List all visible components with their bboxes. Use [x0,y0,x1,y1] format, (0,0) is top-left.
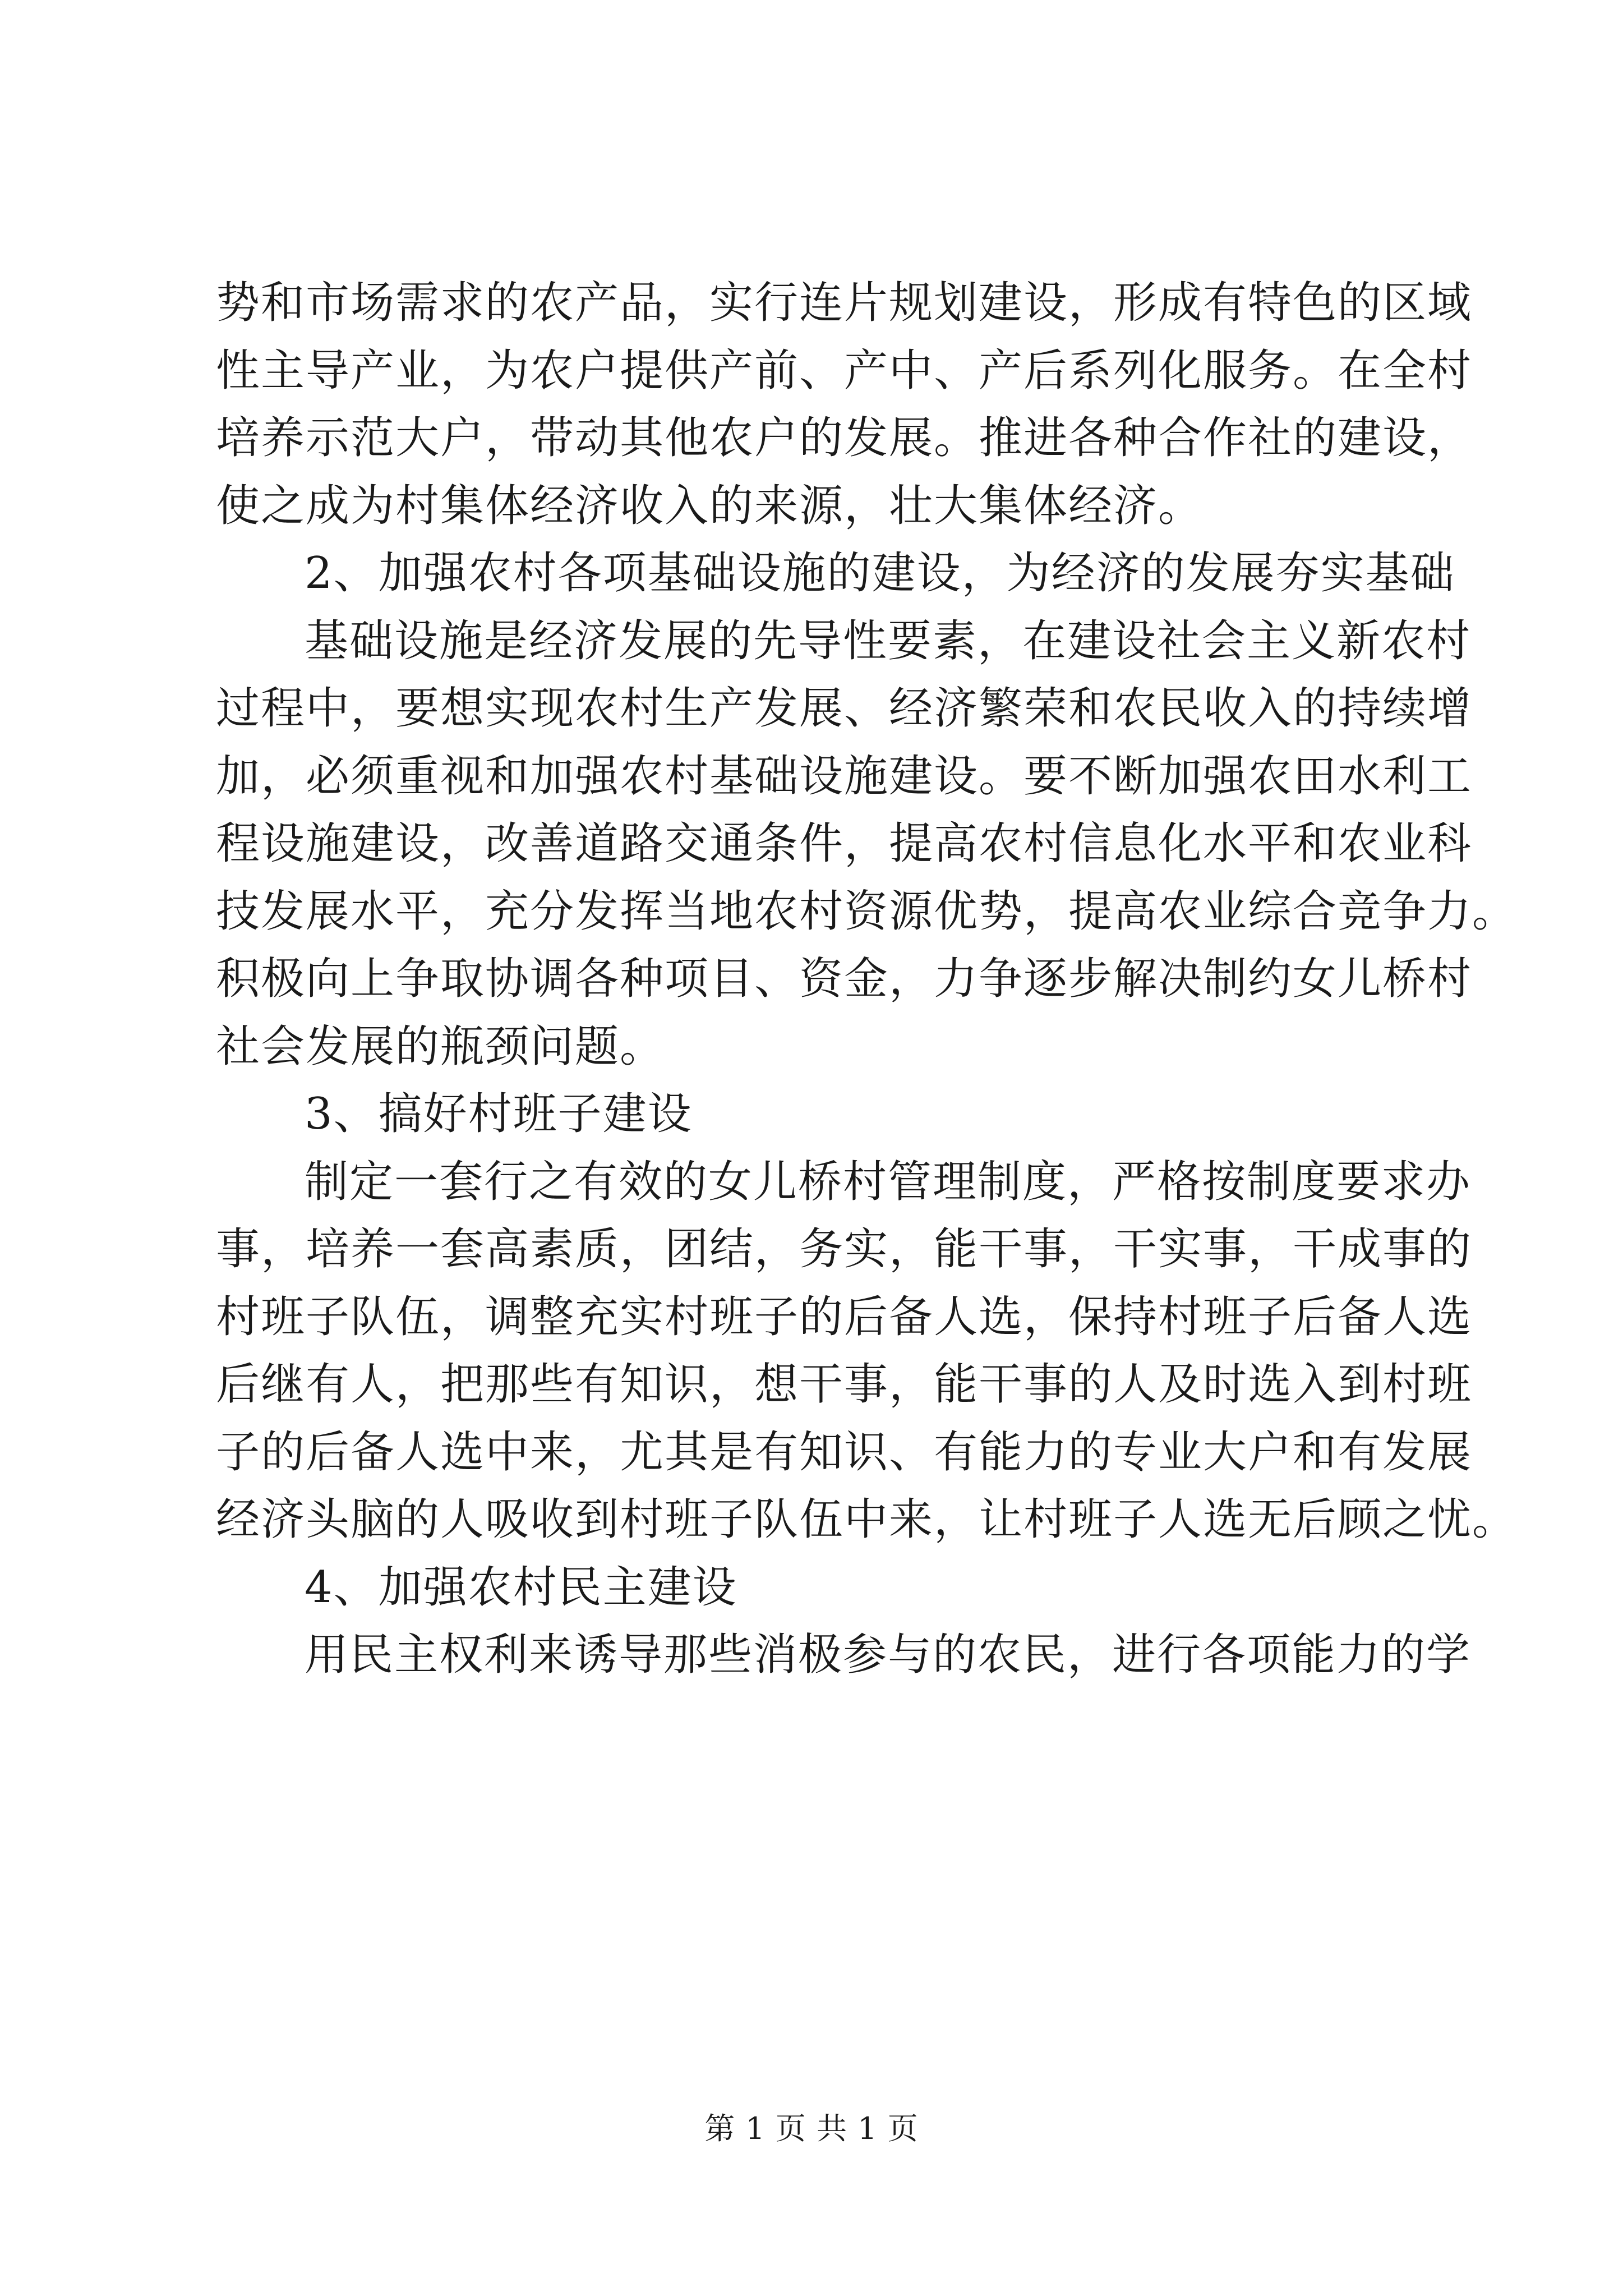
page-number-footer: 第 1 页 共 1 页 [704,2111,919,2146]
text-line: 村班子队伍，调整充实村班子的后备人选，保持村班子后备人选 [216,1291,1473,1342]
text-line: 用民主权利来诱导那些消极参与的农民，进行各项能力的学 [305,1630,1472,1680]
text-line: 性主导产业，为农户提供产前、产中、产后系列化服务。在全村 [216,345,1473,396]
text-line: 基础设施是经济发展的先导性要素，在建设社会主义新农村 [305,615,1472,666]
text-line: 后继有人，把那些有知识，想干事，能干事的人及时选入到村班 [216,1359,1473,1410]
text-line: 势和市场需求的农产品，实行连片规划建设，形成有特色的区域 [216,278,1473,328]
text-line: 子的后备人选中来，尤其是有知识、有能力的专业大户和有发展 [216,1427,1473,1478]
text-line: 经济头脑的人吸收到村班子队伍中来，让村班子人选无后顾之忧。 [216,1494,1518,1545]
text-line: 积极向上争取协调各种项目、资金，力争逐步解决制约女儿桥村 [216,954,1473,1004]
text-line: 制定一套行之有效的女儿桥村管理制度，严格按制度要求办 [305,1156,1472,1207]
text-line: 使之成为村集体经济收入的来源，壮大集体经济。 [216,480,1204,531]
document-body [216,269,1518,1689]
text-line: 社会发展的瓶颈问题。 [216,1021,665,1072]
text-line: 程设施建设，改善道路交通条件，提高农村信息化水平和农业科 [216,818,1473,869]
section-heading-2: 2、加强农村各项基础设施的建设，为经济的发展夯实基础 [305,548,1455,599]
text-line: 事，培养一套高素质，团结，务实，能干事，干实事，干成事的 [216,1224,1473,1274]
text-line: 培养示范大户，带动其他农户的发展。推进各种合作社的建设， [216,413,1473,463]
text-line: 过程中，要想实现农村生产发展、经济繁荣和农民收入的持续增 [216,683,1473,734]
section-heading-3: 3、搞好村班子建设 [305,1089,693,1139]
section-heading-4: 4、加强农村民主建设 [305,1562,737,1613]
text-line: 技发展水平，充分发挥当地农村资源优势，提高农业综合竞争力。 [216,886,1518,937]
text-line: 加，必须重视和加强农村基础设施建设。要不断加强农田水利工 [216,751,1473,802]
